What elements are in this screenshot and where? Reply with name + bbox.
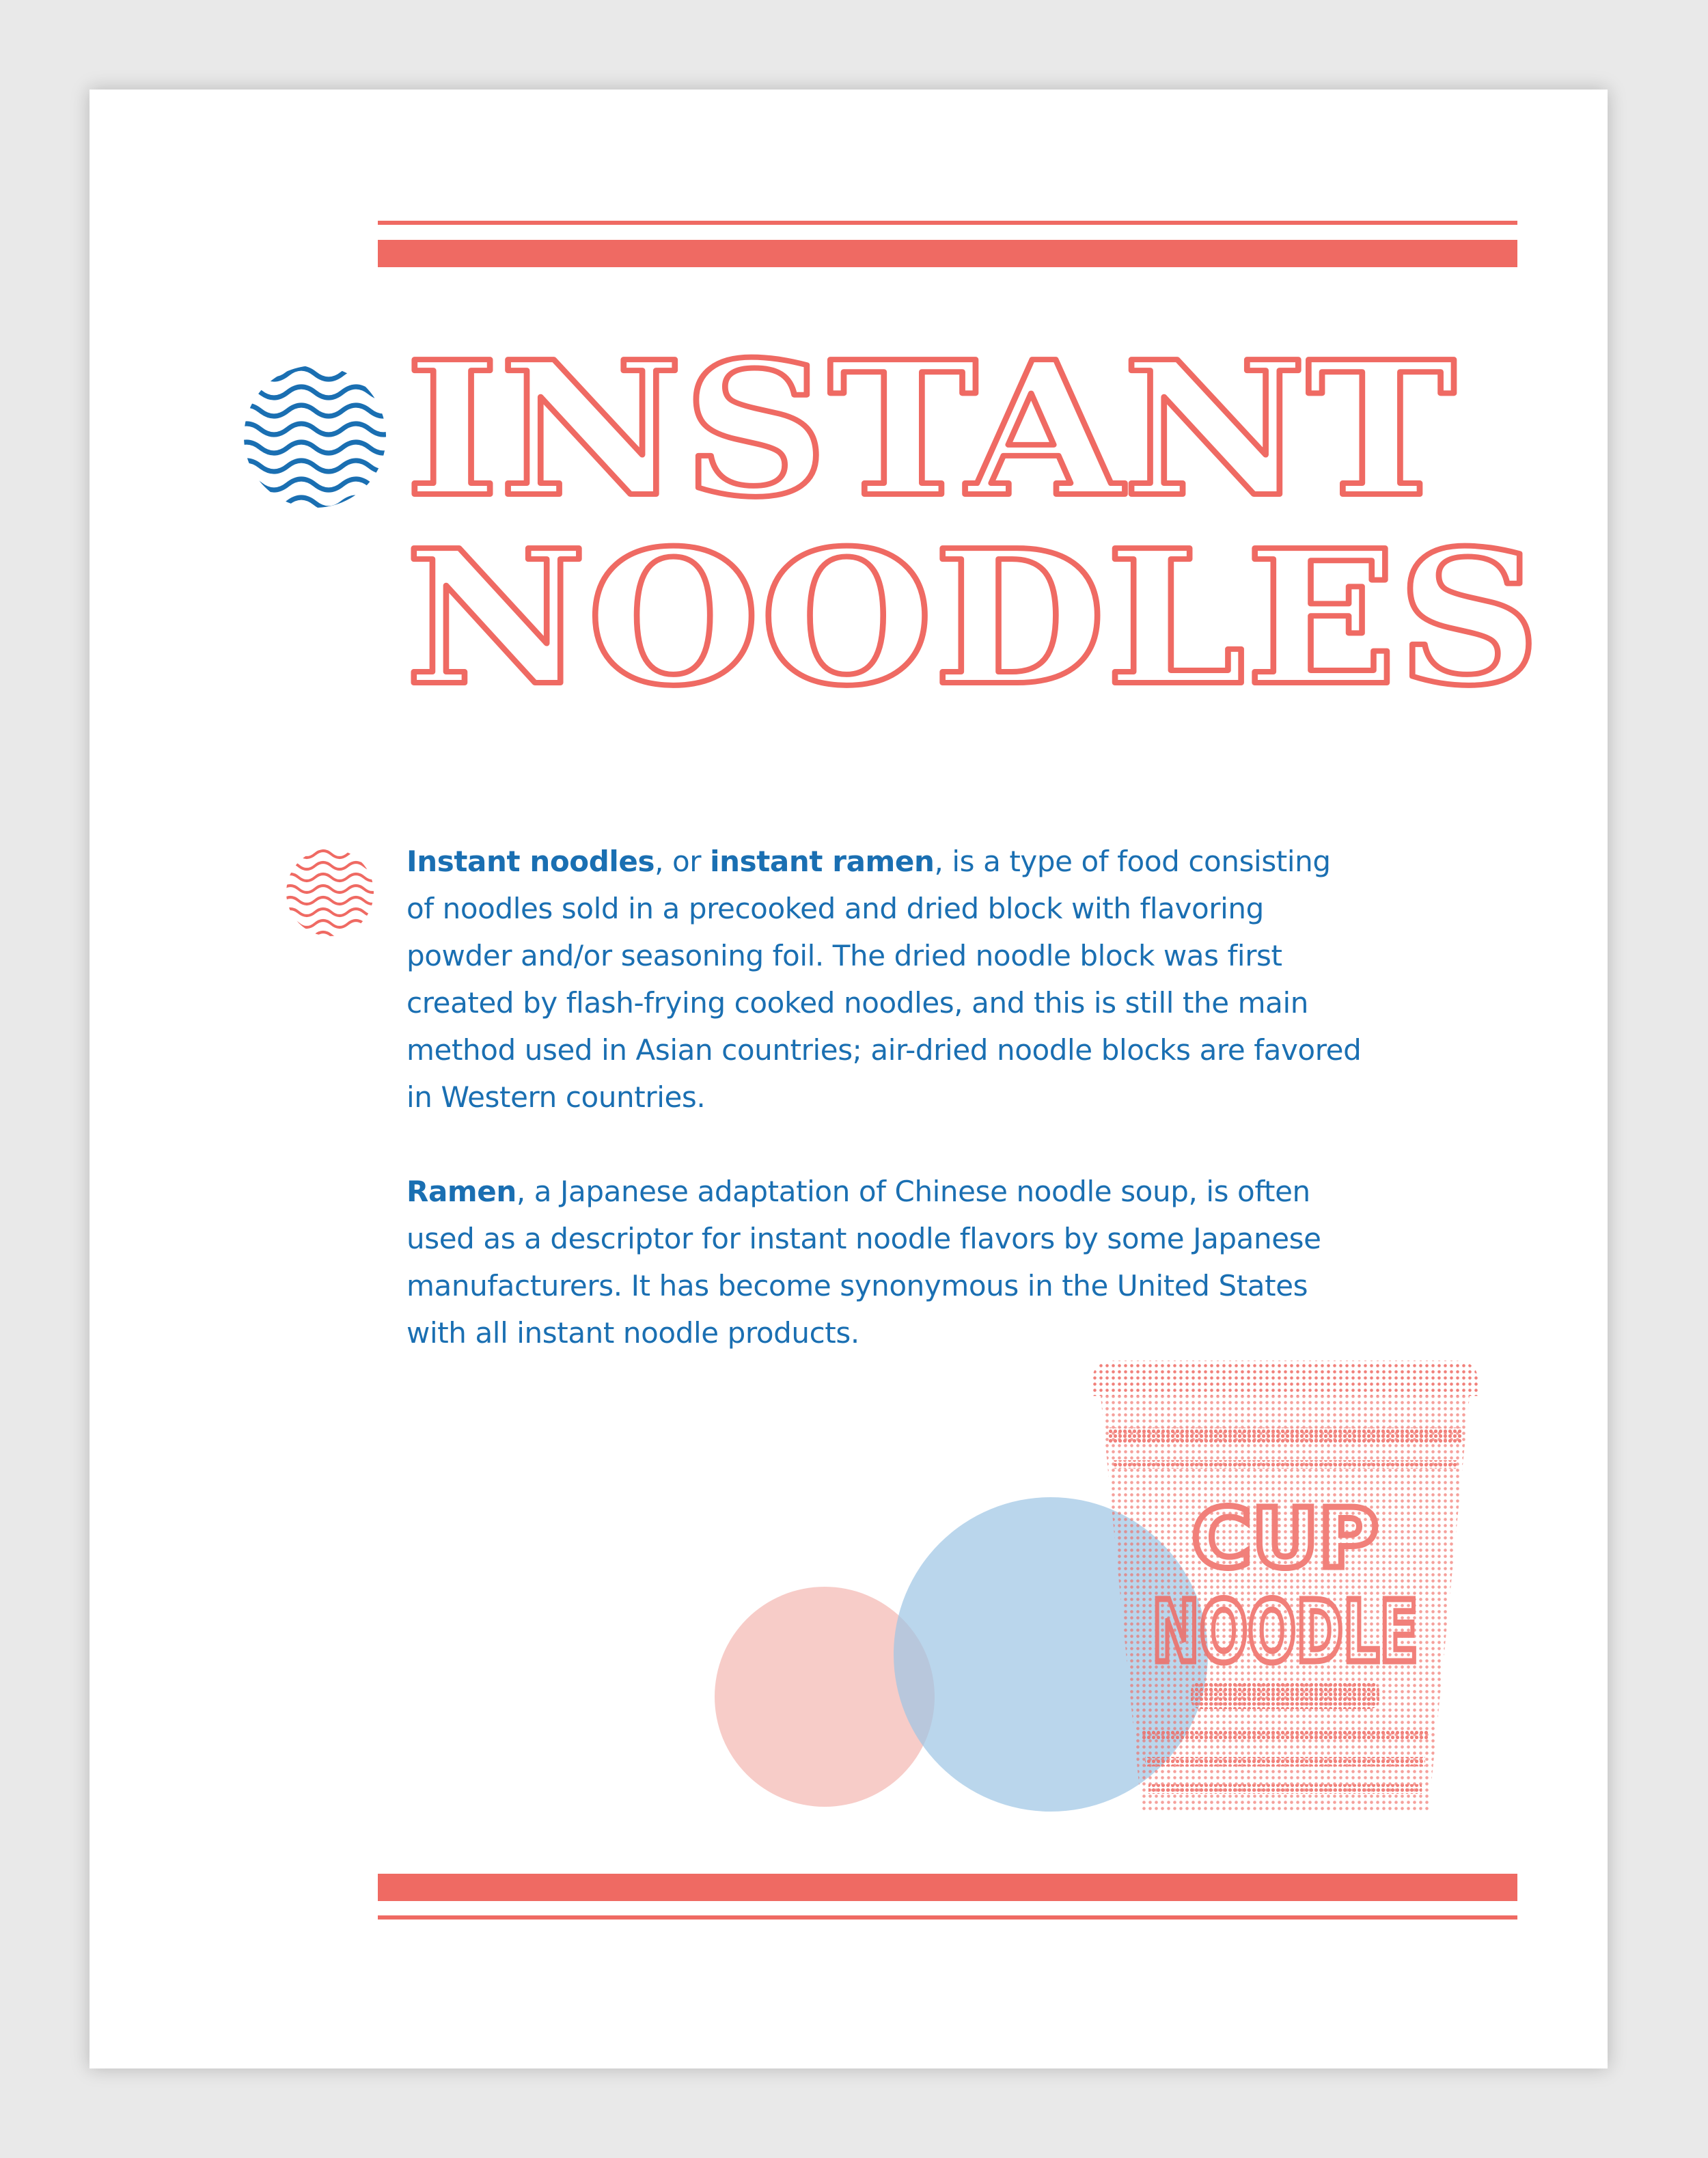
term-instant-noodles: Instant noodles [407,845,655,878]
title-line-1: INSTANT [405,320,1456,538]
term-ramen: Ramen [407,1175,516,1208]
cup-logo-line-1: CUP [1192,1492,1379,1587]
paragraph-1-sep: , or [655,845,711,878]
illustration [89,90,1608,2068]
bottom-thick-rule [378,1874,1517,1901]
cup-noodle-illustration [1092,1361,1478,1812]
term-instant-ramen: instant ramen [710,845,935,878]
cup-logo-line-2: NOODLE [1152,1583,1418,1682]
page [89,90,1608,2068]
paragraph-1-text: , is a type of food consisting of noodles sold in a precooked and dried block with flavoring powder and/or seasoning foil. The dried noodle block was first created by flash-frying cooked noodles, and this is still the main method used in Asian countries; air-dried noodle blocks are favored in Western countries. [407,845,1362,1114]
bottom-thin-rule [378,1915,1517,1920]
title-line-2: NOODLES [405,509,1541,705]
paragraph-2-text: , a Japanese adaptation of Chinese noodle soup, is often used as a descriptor for instant noodle flavors by some Japanese manufacturers. It has become synonymous in the United States with all instant noodle products. [407,1175,1321,1350]
